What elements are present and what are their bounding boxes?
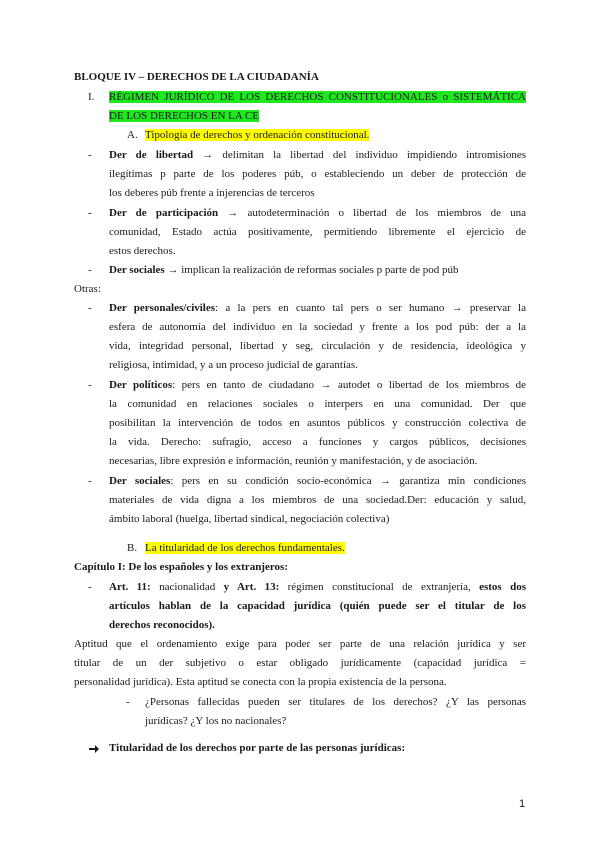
bullet-sociales2-line3: ámbito laboral (huelga, libertad sindical, negociación colectiva) <box>109 513 390 525</box>
section-number: I. <box>88 91 95 103</box>
subsection-title: La titularidad de los derechos fundamentales. <box>145 542 345 554</box>
bullet-art-line3: derechos reconocidos). <box>109 619 215 631</box>
otras-label: Otras: <box>74 283 101 295</box>
arrow-bullet-icon <box>88 743 100 763</box>
pregunta-line2: jurídicas? ¿Y los no nacionales? <box>145 715 287 727</box>
bullet-participacion-line2: comunidad, Estado actúa positivamente, permitiendo libremente el ejercicio de <box>109 226 526 238</box>
subsection-letter: B. <box>127 542 138 554</box>
bullet-politicos-line4: la vida. Derecho: sufragio, acceso a funciones y cargos públicos, decisiones <box>109 436 526 448</box>
subsection-title: Tipología de derechos y ordenación constitucional. <box>145 129 370 141</box>
bullet-dash: - <box>88 581 92 593</box>
bloque-title: BLOQUE IV – DERECHOS DE LA CIUDADANÍA <box>74 71 319 83</box>
bullet-participacion-line1: Der de participación → autodeterminación o libertad de los miembros de una <box>109 207 526 219</box>
bullet-dash: - <box>88 207 92 219</box>
bullet-libertad-line2: ilegítimas p parte de los poderes púb, o estableciendo un deber de protección de <box>109 168 526 180</box>
pregunta-line1: ¿Personas fallecidas pueden ser titulares de los derechos? ¿Y las personas <box>145 696 526 708</box>
bullet-personales-line3: vida, integridad personal, libertad y seg, circulación y de residencia, ideológica y <box>109 340 526 352</box>
aptitud-line3: personalidad jurídica). Esta aptitud se conecta con la propia existencia de la persona. <box>74 676 447 688</box>
aptitud-line2: titular de un der subjetivo o estar obligado jurídicamente (capacidad jurídica = <box>74 657 526 669</box>
bullet-participacion-line3: estos derechos. <box>109 245 176 257</box>
bullet-personales-line1: Der personales/civiles: a la pers en cuanto tal pers o ser humano → preservar la <box>109 302 526 314</box>
section-title-line1: RÉGIMEN JURÍDICO DE LOS DERECHOS CONSTITUCIONALES o SISTEMÁTICA <box>109 91 526 103</box>
section-title-line2: DE LOS DERECHOS EN LA CE <box>109 110 260 122</box>
aptitud-line1: Aptitud que el ordenamiento exige para poder ser parte de una relación jurídica y ser <box>74 638 526 650</box>
bullet-dash: - <box>88 264 92 276</box>
capitulo-heading: Capítulo I: De los españoles y los extranjeros: <box>74 561 288 573</box>
bullet-dash: - <box>88 149 92 161</box>
bullet-art-line2: artículos hablan de la capacidad jurídica (quién puede ser el titular de los <box>109 600 526 612</box>
bullet-sociales2-line2: materiales de vida digna a los miembros de una sociedad.Der: educación y salud, <box>109 494 526 506</box>
arrow-item-text: Titularidad de los derechos por parte de las personas jurídicas: <box>109 742 406 754</box>
bullet-dash: - <box>88 302 92 314</box>
bullet-dash: - <box>88 475 92 487</box>
bullet-sociales-line1: Der sociales → implican la realización de reformas sociales p parte de pod púb <box>109 264 459 276</box>
bullet-politicos-line1: Der políticos: pers en tanto de ciudadano → autodet o libertad de los miembros de <box>109 379 526 391</box>
bullet-dash: - <box>88 379 92 391</box>
bullet-personales-line2: esfera de autonomía del individuo en la sociedad y frente a los pod púb: der a la <box>109 321 526 333</box>
bullet-politicos-line5: necesarias, libre expresión e información, reunión y manifestación, y de asociación. <box>109 455 478 467</box>
subsection-letter: A. <box>127 129 138 141</box>
bullet-dash: - <box>126 696 130 708</box>
bullet-personales-line4: religiosa, intimidad, y a un proceso judicial de garantías. <box>109 359 358 371</box>
page-number: 1 <box>519 798 526 810</box>
bullet-politicos-line2: la comunidad en relaciones sociales o interpers en una comunidad. Der que <box>109 398 526 410</box>
bullet-libertad-line3: los deberes púb frente a injerencias de terceros <box>109 187 315 199</box>
bullet-art-line1: Art. 11: nacionalidad y Art. 13: régimen constitucional de extranjería, estos dos <box>109 581 527 593</box>
bullet-politicos-line3: posibilitan la intervención de todos en asuntos públicos y construcción colectiva de <box>109 417 526 429</box>
bullet-libertad-line1: Der de libertad → delimitan la libertad del individuo impidiendo intromisiones <box>109 149 526 161</box>
bullet-sociales2-line1: Der sociales: pers en su condición socio-económica → garantiza min condiciones <box>109 475 526 487</box>
